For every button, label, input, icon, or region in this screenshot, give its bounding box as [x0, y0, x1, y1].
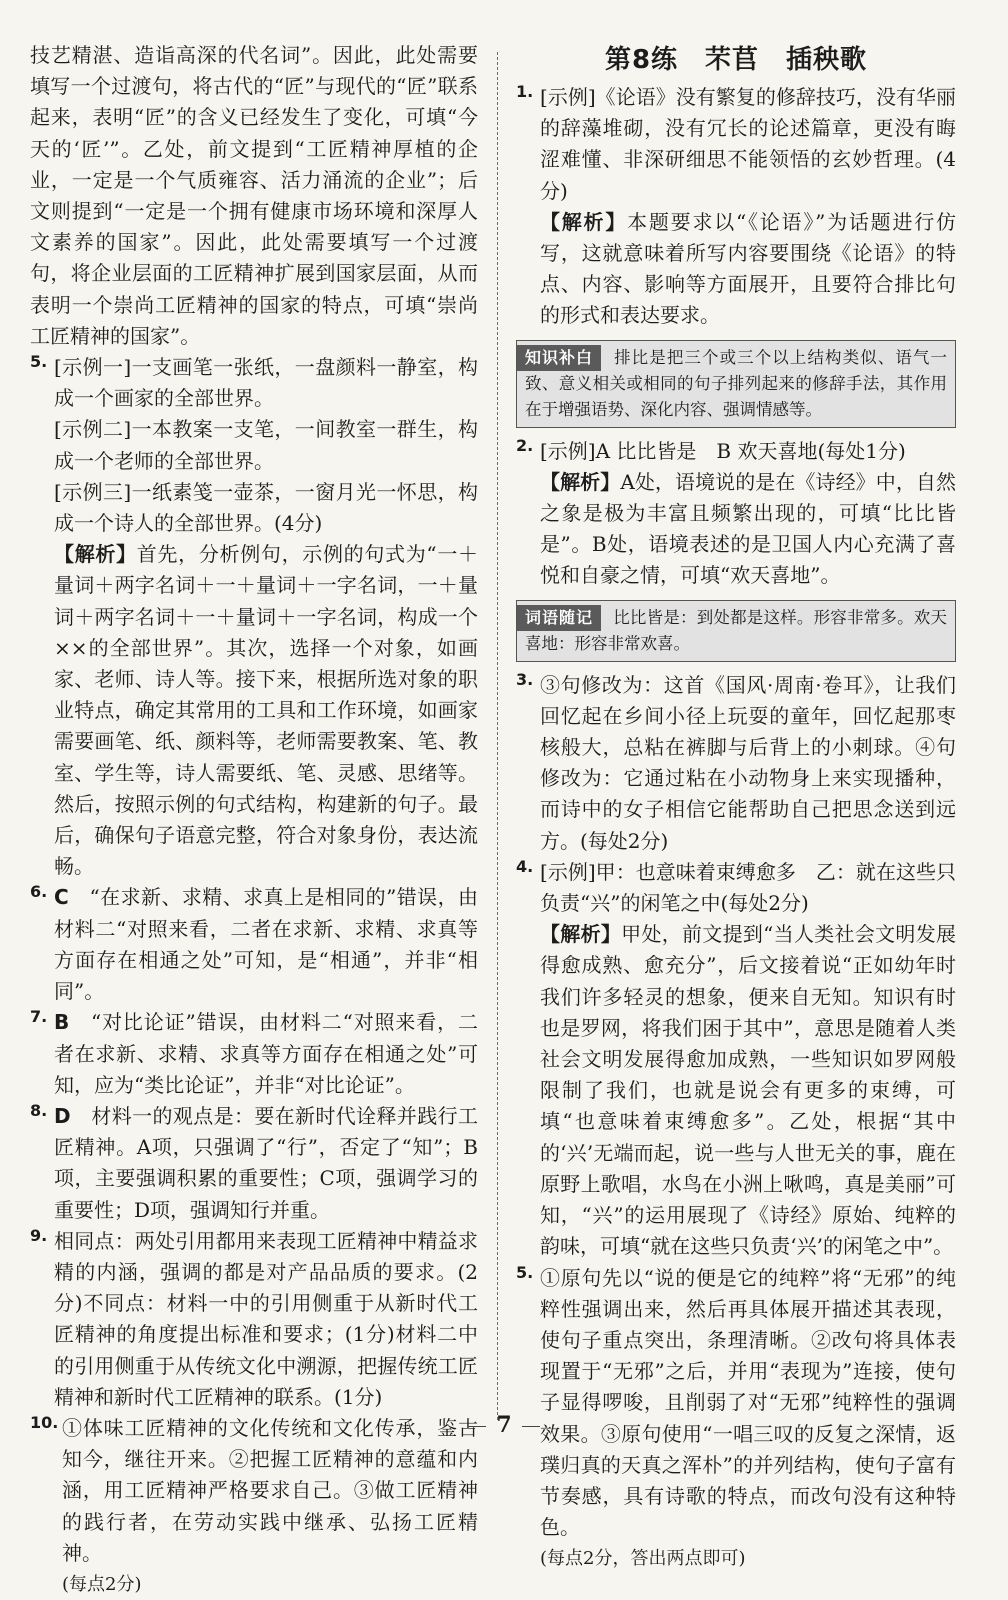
right-column — [516, 40, 956, 1575]
answer-r4 — [516, 857, 956, 1263]
vocabulary-box — [516, 600, 956, 662]
answer-text: “对比论证”错误，由材料二“对照来看，二者在求新、求精、求真等方面存在相通之处”可知，应为“类比论证”，并非“对比论证”。 — [54, 1010, 479, 1097]
example-two: [示例二]一本教案一支笔，一间教室一群生，构成一个老师的全部世界。 — [54, 417, 478, 473]
answer-text: [示例]《论语》没有繁复的修辞技巧，没有华丽的辞藻堆砌，没有冗长的论述篇章，更没有晦涩难懂、非深研细思不能领悟的玄妙哲理。(4分) — [540, 85, 956, 203]
analysis-text: 甲处，前文提到“当人类社会文明发展得愈成熟、愈充分”，后文接着说“正如幼年时我们许多轻灵的想象，便来自无知。知识有时也是罗网，将我们困于其中”，意思是随着人类社会文明发展得愈加成熟，一些知识如罗网般限制了我们，也就是说会有更多的束缚，可填“也意味着束缚愈多”。乙处，根据“其中的‘兴’无端而起，说一些与人世无关的事，鹿在原野上歌唱，水鸟在小洲上啾鸣，真是美丽”可知，“兴”的运用展现了《诗经》原始、纯粹的韵味，可填“就在这些只负责‘兴’的闲笔之中”。 — [540, 922, 956, 1259]
answer-text: ①体味工匠精神的文化传统和文化传承，鉴古知今，继往开来。②把握工匠精神的意蕴和内涵，用工匠精神严格要求自己。③做工匠精神的践行者，在劳动实践中继承、弘扬工匠精神。 — [62, 1415, 478, 1565]
answer-text: 相同点：两处引用都用来表现工匠精神中精益求精的内涵，强调的都是对产品品质的要求。(2分)不同点：材料一中的引用侧重于从新时代工匠精神的角度提出标准和要求；(1分)材料二中的引用侧重于从传统文化中溯源，把握传统工匠精神和新时代工匠精神的联系。(1分) — [54, 1228, 478, 1409]
answer-text: ①原句先以“说的便是它的纯粹”将“无邪”的纯粹性强调出来，然后再具体展开描述其表现，使句子重点突出，条理清晰。②改句将具体表现置于“无邪”之后，并用“表现为”连接，使句子显得啰唆，且削弱了对“无邪”纯粹性的强调效果。③原句使用“一唱三叹的反复之深情，返璞归真的天真之浑朴”的并列结构，使句子富有节奏感，具有诗歌的特点，而改句没有这种特色。 — [540, 1265, 956, 1540]
example-three: [示例三]一纸素笺一壶茶，一窗月光一怀思，构成一个诗人的全部世界。(4分) — [54, 479, 478, 536]
knowledge-box-label: 知识补白 — [517, 345, 601, 371]
score-note: (每点2分，答出两点即可) — [540, 1548, 746, 1570]
analysis-text: 首先，分析例句，示例的句式为“一＋量词＋两字名词＋一＋量词＋一字名词，一＋量词＋两字名词＋一＋量词＋一字名词，构成一个××的全部世界”。其次，选择一个对象，如画家、老师、诗人等。接下来，根据所选对象的职业特点，确定其常用的工具和工作环境，如画家需要画笔、纸、颜料等，老师需要教案、笔、教室、学生等，诗人需要纸、笔、灵感、思绪等。然后，按照示例的句式结构，构建新的句子。最后，确保句子语意完整，符合对象身份，表达流畅。 — [54, 542, 479, 879]
answer-choice: D — [54, 1103, 71, 1128]
analysis-text: 本题要求以“《论语》”为话题进行仿写，这就意味着所写内容要围绕《论语》的特点、内容、影响等方面展开，且要符合排比句的形式和表达要求。 — [540, 209, 956, 328]
analysis-paragraph — [54, 539, 478, 882]
page-number-text: 7 — [496, 1412, 512, 1438]
section-title: 第8练 芣苢 插秧歌 — [604, 45, 868, 75]
answer-text: “在求新、求精、求真上是相同的”错误，由材料二“对照来看，二者在求新、求精、求真等方面存在相通之处”可知，是“相通”，并非“相同”。 — [54, 885, 478, 1004]
answer-6 — [30, 882, 478, 1007]
answer-text: ③句修改为：这首《国风·周南·卷耳》，让我们回忆起在乡间小径上玩耍的童年，回忆起那枣核般大，总粘在裤脚与后背上的小刺球。④句修改为：它通过粘在小动物身上来实现播种，而诗中的女子相信它能帮助自己把思念送到远方。(每处2分) — [540, 672, 956, 853]
answer-number: 2. — [516, 435, 534, 455]
answer-text: 材料一的观点是：要在新时代诠释并践行工匠精神。A项，只强调了“行”，否定了“知”；B项，主要强调积累的重要性；C项，强调学习的重要性；D项，强调知行并重。 — [54, 1103, 479, 1222]
answer-text: [示例]A 比比皆是 B 欢天喜地(每处1分) — [540, 438, 906, 463]
left-column — [30, 40, 478, 1600]
answer-number: 7. — [30, 1007, 48, 1027]
answer-r2 — [516, 436, 956, 592]
column-divider — [497, 52, 498, 1420]
analysis-tag: 【解析】 — [540, 922, 622, 947]
analysis-paragraph — [540, 919, 956, 1262]
answer-choice: B — [54, 1010, 70, 1035]
page-number-dash-right — [522, 1426, 540, 1427]
answer-number: 3. — [516, 669, 534, 689]
answer-choice: C — [54, 885, 69, 910]
analysis-tag: 【解析】 — [540, 469, 621, 494]
answer-number: 10. — [30, 1412, 59, 1432]
answer-10 — [30, 1413, 478, 1600]
answer-8 — [30, 1101, 478, 1226]
analysis-text: A处，语境说的是在《诗经》中，自然之象是极为丰富且频繁出现的，可填“比比皆是”。B处，语境表述的是卫国人内心充满了喜悦和自豪之情，可填“欢天喜地”。 — [540, 469, 956, 588]
knowledge-box-text: 排比是把三个或三个以上结构类似、语气一致、意义相关或相同的句子排列起来的修辞手法，其作用在于增强语势、深化内容、强调情感等。 — [525, 347, 947, 419]
answer-r3 — [516, 670, 956, 857]
answer-5 — [30, 352, 478, 882]
vocabulary-box-label: 词语随记 — [517, 605, 601, 631]
page-number — [0, 1412, 1008, 1438]
answer-number: 5. — [516, 1262, 534, 1282]
answer-number: 5. — [30, 352, 48, 372]
analysis-tag: 【解析】 — [540, 209, 628, 234]
analysis-paragraph — [540, 467, 956, 592]
answer-7 — [30, 1007, 478, 1101]
answer-number: 6. — [30, 882, 48, 902]
example-one: [示例一]一支画笔一张纸，一盘颜料一静室，构成一个画家的全部世界。 — [54, 355, 478, 411]
knowledge-box — [516, 340, 956, 428]
answer-number: 8. — [30, 1100, 48, 1120]
score-note: (每点2分) — [62, 1573, 142, 1595]
analysis-tag: 【解析】 — [54, 542, 137, 567]
page-number-dash-left — [468, 1426, 486, 1427]
answer-text: [示例]甲：也意味着束缚愈多 乙：就在这些只负责“兴”的闲笔之中(每处2分) — [540, 859, 956, 916]
answer-9 — [30, 1226, 478, 1413]
vocabulary-box-text: 比比皆是：到处都是这样。形容非常多。欢天喜地：形容非常欢喜。 — [525, 607, 947, 653]
intro-paragraph: 技艺精湛、造诣高深的代名词”。因此，此处需要填写一个过渡句，将古代的“匠”与现代的“匠”联系起来，表明“匠”的含义已经发生了变化，可填“今天的‘匠’”。乙处，前文提到“工匠精神厚植的企业，一定是一个气质雍容、活力涌流的企业”；后文则提到“一定是一个拥有健康市场环境和深厚人文素养的国家”。因此，此处需要填写一个过渡句，将企业层面的工匠精神扩展到国家层面，从而表明一个崇尚工匠精神的国家的特点，可填“崇尚工匠精神的国家”。 — [30, 43, 478, 348]
answer-number: 4. — [516, 856, 534, 876]
answer-number: 9. — [30, 1225, 48, 1245]
analysis-paragraph — [540, 207, 956, 332]
answer-r1 — [516, 82, 956, 332]
answer-number: 1. — [516, 82, 534, 101]
